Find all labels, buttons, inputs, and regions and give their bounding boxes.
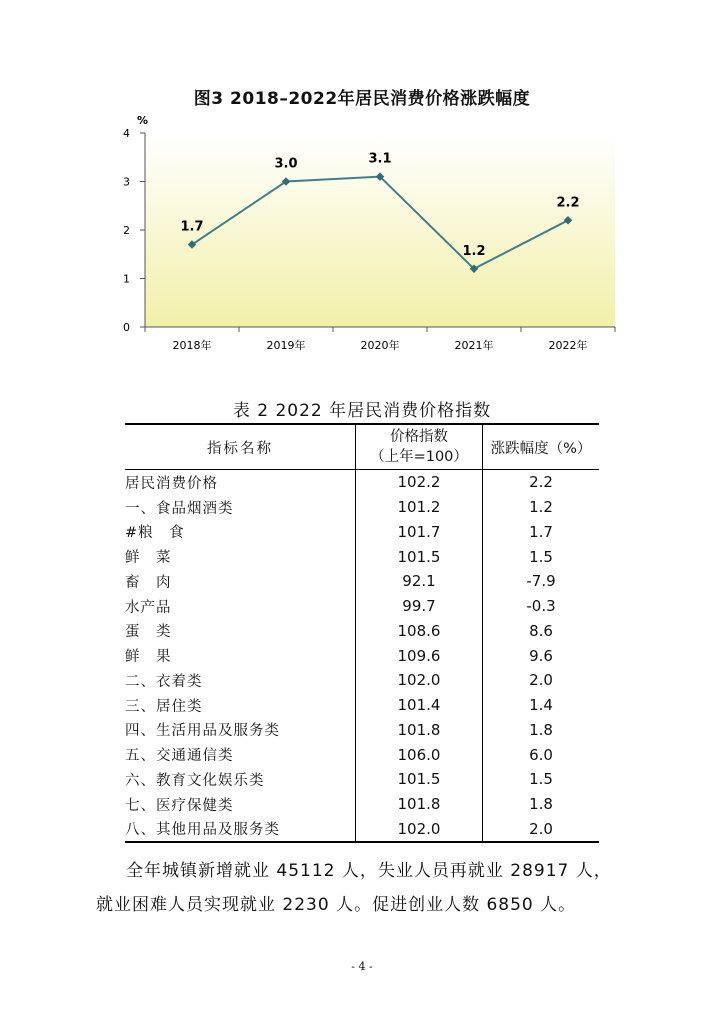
- header-index-line2: （上年=100）: [370, 449, 468, 465]
- row-name: 鲜 菜: [125, 544, 356, 569]
- page-number: - 4 -: [351, 960, 373, 973]
- row-change: 2.0: [483, 817, 600, 843]
- cpi-table: [125, 423, 599, 843]
- row-name: 二、衣着类: [125, 668, 356, 693]
- row-name: 畜 肉: [125, 569, 356, 594]
- row-index: 102.2: [356, 470, 483, 495]
- data-label: 1.2: [462, 243, 486, 259]
- table-row: [125, 817, 599, 843]
- row-name: 居民消费价格: [125, 470, 356, 495]
- table-row: [125, 594, 599, 619]
- row-index: 102.0: [356, 817, 483, 843]
- row-index: 101.8: [356, 718, 483, 743]
- row-name: 水产品: [125, 594, 356, 619]
- row-change: 9.6: [529, 646, 553, 665]
- data-label: 3.0: [274, 156, 298, 172]
- row-index: 101.7: [356, 520, 483, 545]
- paragraph-line-2: 就业困难人员实现就业 2230 人。促进创业人数 6850 人。: [96, 895, 577, 915]
- x-tick-label: 2022年: [548, 339, 588, 352]
- x-tick-label: 2021年: [454, 339, 494, 352]
- table-row: [125, 569, 599, 594]
- row-name: 七、医疗保健类: [125, 792, 356, 817]
- row-change: 2.0: [529, 671, 553, 690]
- table-row: [125, 470, 599, 495]
- row-change: 1.7: [529, 522, 553, 541]
- row-index: 101.4: [356, 693, 483, 718]
- row-change: 1.8: [529, 720, 553, 739]
- row-change: 8.6: [529, 621, 553, 640]
- table-row: [125, 495, 599, 520]
- row-change: 1.2: [529, 498, 553, 517]
- row-change: 2.2: [529, 473, 553, 492]
- row-index: 109.6: [356, 643, 483, 668]
- row-change: -0.3: [526, 597, 556, 616]
- row-change: 1.8: [529, 795, 553, 814]
- row-change: 6.0: [529, 745, 553, 764]
- paragraph-line-1: 全年城镇新增就业 45112 人，失业人员再就业 28917 人，: [126, 861, 612, 881]
- y-tick-label: 2: [123, 224, 130, 237]
- row-change: 1.5: [529, 770, 553, 789]
- row-index: 101.8: [356, 792, 483, 817]
- header-name: 指标名称: [125, 424, 356, 470]
- header-index-line1: 价格指数: [390, 429, 448, 445]
- header-change: 涨跌幅度（%）: [483, 424, 600, 470]
- table-row: [125, 668, 599, 693]
- row-name: 五、交通通信类: [125, 742, 356, 767]
- row-name: 六、教育文化娱乐类: [125, 767, 356, 792]
- row-index: 101.2: [356, 495, 483, 520]
- table-row: [125, 767, 599, 792]
- row-index: 102.0: [356, 668, 483, 693]
- table-row: [125, 643, 599, 668]
- row-change: 1.4: [529, 696, 553, 715]
- data-label: 1.7: [180, 219, 204, 235]
- row-name: #粮 食: [125, 520, 356, 545]
- header-index: [356, 424, 483, 470]
- row-name: 八、其他用品及服务类: [125, 817, 356, 843]
- data-label: 2.2: [556, 195, 580, 211]
- row-index: 92.1: [356, 569, 483, 594]
- x-tick-label: 2019年: [266, 339, 306, 352]
- row-index: 99.7: [356, 594, 483, 619]
- row-index: 101.5: [356, 544, 483, 569]
- row-change: 1.5: [529, 547, 553, 566]
- row-index: 101.5: [356, 767, 483, 792]
- data-label: 3.1: [368, 151, 392, 167]
- x-tick-label: 2020年: [360, 339, 400, 352]
- table-row: [125, 742, 599, 767]
- row-change: -7.9: [526, 572, 556, 591]
- row-index: 106.0: [356, 742, 483, 767]
- y-axis-unit: %: [137, 114, 149, 127]
- y-tick-label: 3: [123, 175, 130, 189]
- chart-title: 图3 2018–2022年居民消费价格涨跌幅度: [193, 89, 531, 109]
- y-tick-label: 1: [123, 272, 130, 286]
- x-tick-label: 2018年: [172, 339, 212, 352]
- row-index: 108.6: [356, 619, 483, 644]
- table-row: [125, 792, 599, 817]
- table-row: [125, 619, 599, 644]
- y-tick-label: 0: [123, 321, 130, 334]
- line-chart: [0, 0, 724, 370]
- table-row: [125, 520, 599, 545]
- row-name: 蛋 类: [125, 619, 356, 644]
- table-row: [125, 693, 599, 718]
- table-title: 表 2 2022 年居民消费价格指数: [232, 401, 492, 421]
- row-name: 四、生活用品及服务类: [125, 718, 356, 743]
- y-tick-label: 4: [123, 127, 130, 140]
- row-name: 鲜 果: [125, 643, 356, 668]
- row-name: 一、食品烟酒类: [125, 495, 356, 520]
- table-header-row: [125, 424, 599, 470]
- table-row: [125, 718, 599, 743]
- row-name: 三、居住类: [125, 693, 356, 718]
- table-row: [125, 544, 599, 569]
